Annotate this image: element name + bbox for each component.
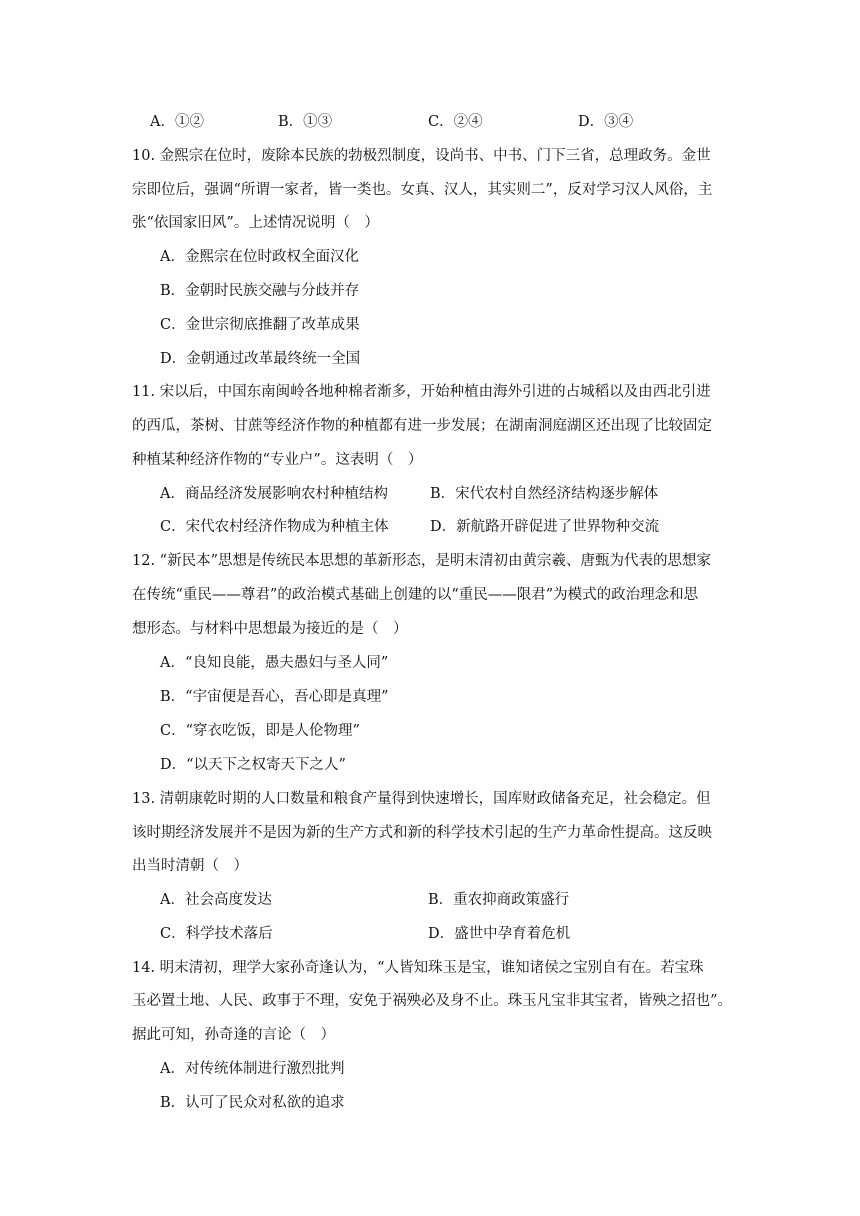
q10-option-d: D．金朝通过改革最终统一全国 — [160, 351, 361, 367]
q13-option-c: C．科学技术落后 — [160, 926, 273, 942]
q10-option-c: C．金世宗彻底推翻了改革成果 — [160, 317, 360, 333]
q9-option-a: A．①② — [150, 114, 204, 130]
q14-stem-line: 玉必置土地、人民、政事于不理，安免于祸殃必及身不止。珠玉凡宝非其宝者，皆殃之招也”。 — [132, 993, 732, 1009]
q9-option-c: C．②④ — [428, 114, 483, 130]
q10-option-b: B．金朝时民族交融与分歧并存 — [160, 283, 360, 299]
q14-stem-line: 14. 明末清初，理学大家孙奇逢认为，“人皆知珠玉是宝，谁知诸侯之宝别自有在。若宝珠 — [132, 960, 704, 976]
q14-stem-line: 据此可知，孙奇逢的言论（ ） — [132, 1027, 335, 1043]
q12-option-d: D．“以天下之权寄天下之人” — [160, 757, 346, 773]
q9-option-d: D．③④ — [578, 114, 634, 130]
q12-option-c: C．“穿衣吃饭，即是人伦物理” — [160, 723, 360, 739]
q14-option-b: B．认可了民众对私欲的追求 — [160, 1095, 345, 1111]
q14-option-a: A．对传统体制进行激烈批判 — [160, 1061, 345, 1077]
q11-option-c: C．宋代农村经济作物成为种植主体 — [160, 519, 389, 535]
q13-option-a: A．社会高度发达 — [160, 892, 272, 908]
q12-stem-line: 12. “新民本”思想是传统民本思想的革新形态，是明末清初由黄宗羲、唐甄为代表的思想家 — [132, 553, 711, 569]
q10-stem-line: 10. 金熙宗在位时，废除本民族的勃极烈制度，设尚书、中书、门下三省，总理政务。金世 — [132, 148, 711, 164]
q11-option-a: A．商品经济发展影响农村种植结构 — [160, 486, 388, 502]
q10-stem-line: 张“依国家旧风”。上述情况说明（ ） — [132, 215, 379, 231]
q11-stem-line: 11. 宋以后，中国东南闽岭各地种棉者渐多，开始种植由海外引进的占城稻以及由西北引进 — [132, 384, 711, 400]
q12-option-a: A．“良知良能，愚夫愚妇与圣人同” — [160, 655, 389, 671]
q11-option-b: B．宋代农村自然经济结构逐步解体 — [430, 486, 659, 502]
q12-stem-line: 想形态。与材料中思想最为接近的是（ ） — [132, 621, 408, 637]
q11-stem-line: 种植某种经济作物的“专业户”。这表明（ ） — [132, 452, 423, 468]
q13-stem-line: 该时期经济发展并不是因为新的生产方式和新的科学技术引起的生产力革命性提高。这反映 — [132, 825, 712, 841]
q10-option-a: A．金熙宗在位时政权全面汉化 — [160, 249, 359, 265]
q13-option-d: D．盛世中孕育着危机 — [428, 926, 571, 942]
q11-stem-line: 的西瓜，茶树、甘蔗等经济作物的种植都有进一步发展；在湖南洞庭湖区还出现了比较固定 — [132, 418, 712, 434]
q10-stem-line: 宗即位后，强调“所谓一家者，皆一类也。女真、汉人，其实则二”，反对学习汉人风俗，主 — [132, 182, 713, 198]
q12-option-b: B．“宇宙便是吾心，吾心即是真理” — [160, 689, 389, 705]
q13-option-b: B．重农抑商政策盛行 — [428, 892, 570, 908]
q9-option-b: B．①③ — [278, 114, 333, 130]
q11-option-d: D．新航路开辟促进了世界物种交流 — [430, 519, 660, 535]
q12-stem-line: 在传统“重民——尊君”的政治模式基础上创建的以“重民——限君”为模式的政治理念和思 — [132, 587, 699, 603]
q13-stem-line: 出当时清朝（ ） — [132, 858, 248, 874]
q13-stem-line: 13. 清朝康乾时期的人口数量和粮食产量得到快速增长，国库财政储备充足，社会稳定。但 — [132, 791, 711, 807]
